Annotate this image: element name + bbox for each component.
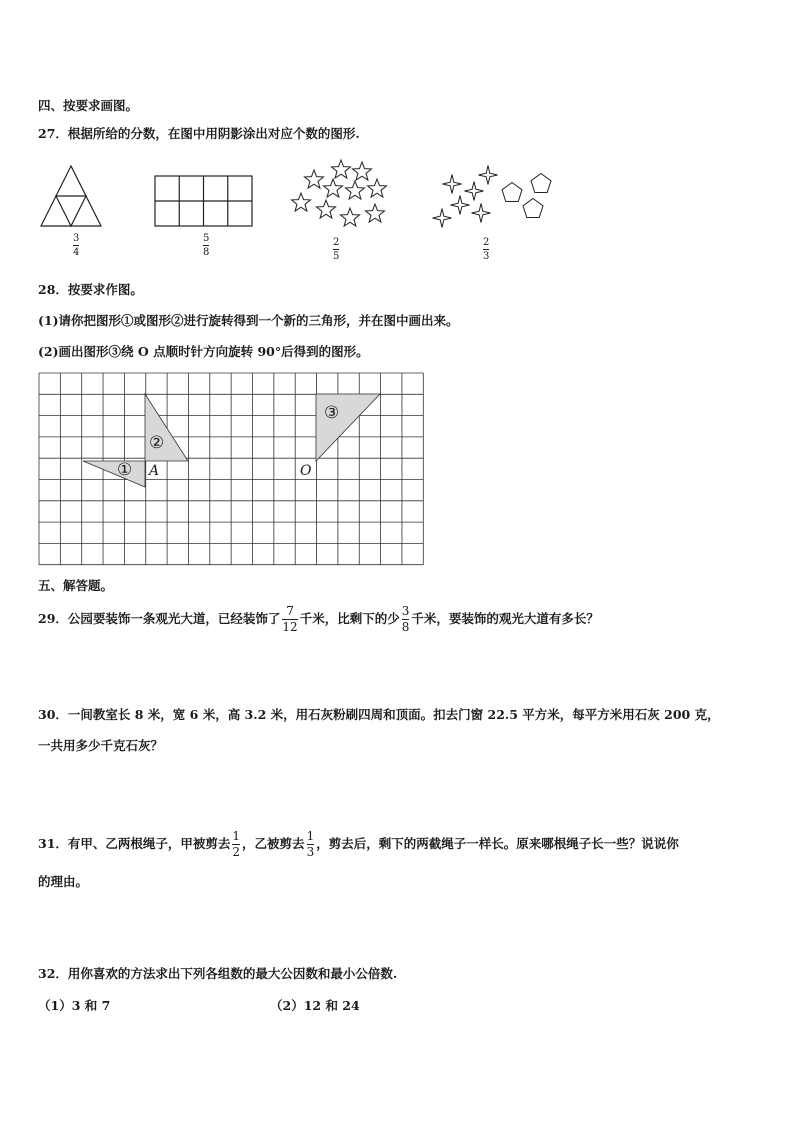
section-4-title: 四、按要求画图。 <box>38 98 139 113</box>
fraction-1-2: 1 2 <box>232 828 241 859</box>
shape-1-label: ① <box>117 460 133 480</box>
question-31-line1: 31．有甲、乙两根绳子，甲被剪去 1 2 ，乙被剪去 1 3 ，剪去后，剩下的两截绳子一样长。原来哪根绳子长一些？说说你 <box>38 828 679 859</box>
question-30-line2: 一共用多少千克石灰？ <box>38 738 164 753</box>
question-30-line1: 30．一间教室长 8 米，宽 6 米，高 3.2 米，用石灰粉刷四周和顶面。扣去门窗 22.5 平方米，每平方米用石灰 200 克， <box>38 707 720 722</box>
shape-2-label: ② <box>149 433 165 453</box>
question-32-item2: （2）12 和 24 <box>270 998 360 1013</box>
fraction-3-4: 3 4 <box>73 233 80 258</box>
question-32-text: 32．用你喜欢的方法求出下列各组数的最大公因数和最小公倍数. <box>38 966 398 981</box>
shape-3-label: ③ <box>324 403 340 423</box>
question-29-text: 29．公园要装饰一条观光大道，已经装饰了 7 12 千米，比剩下的少 3 8 千米，要装饰的观光大道有多长？ <box>38 603 599 634</box>
fraction-3-8: 3 8 <box>401 603 410 634</box>
question-32-item1: （1）3 和 7 <box>38 998 111 1013</box>
fraction-5-8: 5 8 <box>203 233 210 258</box>
question-28-sub1: (1)请你把图形①或图形②进行旋转得到一个新的三角形，并在图中画出来。 <box>38 313 459 328</box>
question-27-text: 27．根据所给的分数，在图中用阴影涂出对应个数的图形. <box>38 126 360 141</box>
fraction-1-3: 1 3 <box>306 828 315 859</box>
question-28-text: 28．按要求作图。 <box>38 282 143 297</box>
section-5-title: 五、解答题。 <box>38 578 114 593</box>
point-a-label: A <box>149 463 160 479</box>
point-o-label: O <box>300 463 312 479</box>
shape-1-triangle <box>83 461 145 487</box>
fraction-7-12: 7 12 <box>282 603 298 634</box>
fraction-2-5: 2 5 <box>333 237 340 262</box>
question-31-line2: 的理由。 <box>38 874 89 889</box>
question-28-sub2: (2)画出图形③绕 O 点顺时针方向旋转 90°后得到的图形。 <box>38 344 369 359</box>
fraction-2-3: 2 3 <box>483 237 490 262</box>
